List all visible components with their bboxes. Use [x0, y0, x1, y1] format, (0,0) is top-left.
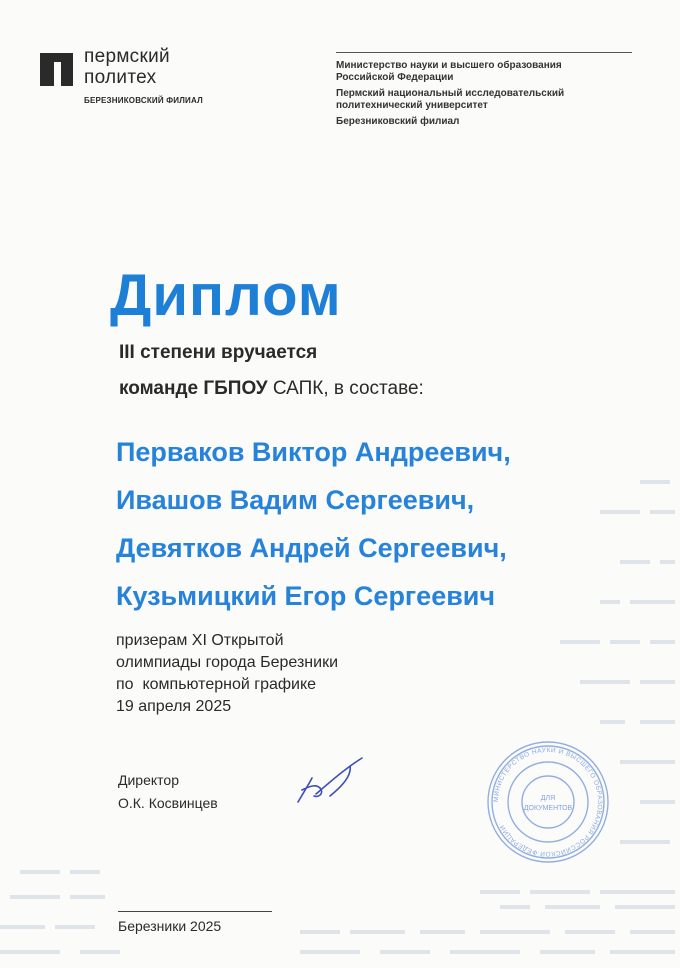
footer-place-year: Березники 2025 — [118, 918, 222, 934]
logo-wordmark — [84, 46, 170, 88]
header-organization — [336, 60, 636, 132]
signatory — [118, 769, 218, 815]
name-item: Ивашов Вадим Сергеевич, — [116, 485, 475, 515]
header-divider — [336, 52, 632, 53]
official-stamp — [486, 740, 610, 864]
diploma-title: Диплом — [110, 263, 342, 328]
logo-branch: БЕРЕЗНИКОВСКИЙ ФИЛИАЛ — [84, 96, 203, 105]
award-description: призерам XI Открытой олимпиады города Березники по компьютерной графике 19 апреля 2025 — [116, 632, 338, 715]
signatory-position: Директор — [118, 772, 179, 788]
stamp-ring-text: МИНИСТЕРСТВО НАУКИ И ВЫСШЕГО ОБРАЗОВАНИЯ РОССИЙСКОЙ ФЕДЕРАЦИИ — [492, 746, 604, 858]
team-rest: САПК, в составе: — [267, 378, 424, 399]
logo-line2: политех — [84, 67, 157, 88]
team-bold: команде ГБПОУ — [119, 378, 268, 399]
name-item: Перваков Виктор Андреевич, — [116, 437, 511, 467]
handwritten-signature — [290, 752, 370, 812]
logo-line1: пермский — [84, 46, 170, 67]
stamp-center-line2: ДОКУМЕНТОВ — [523, 805, 573, 812]
footer-divider — [118, 911, 272, 912]
name-item: Кузьмицкий Егор Сергеевич — [116, 581, 496, 611]
diploma-degree: III степени вручается — [119, 342, 318, 363]
names-list — [116, 428, 511, 620]
team-line — [119, 378, 424, 400]
signatory-name: О.К. Косвинцев — [118, 795, 218, 811]
header-university: Пермский национальный исследовательский политехнический университет — [336, 88, 565, 111]
header-ministry: Министерство науки и высшего образования Российской Федерации — [336, 60, 562, 83]
stamp-center-line1: ДЛЯ — [540, 795, 556, 802]
header-branch: Березниковский филиал — [336, 116, 460, 127]
logo-mark — [40, 53, 73, 86]
name-item: Девятков Андрей Сергеевич, — [116, 533, 507, 563]
